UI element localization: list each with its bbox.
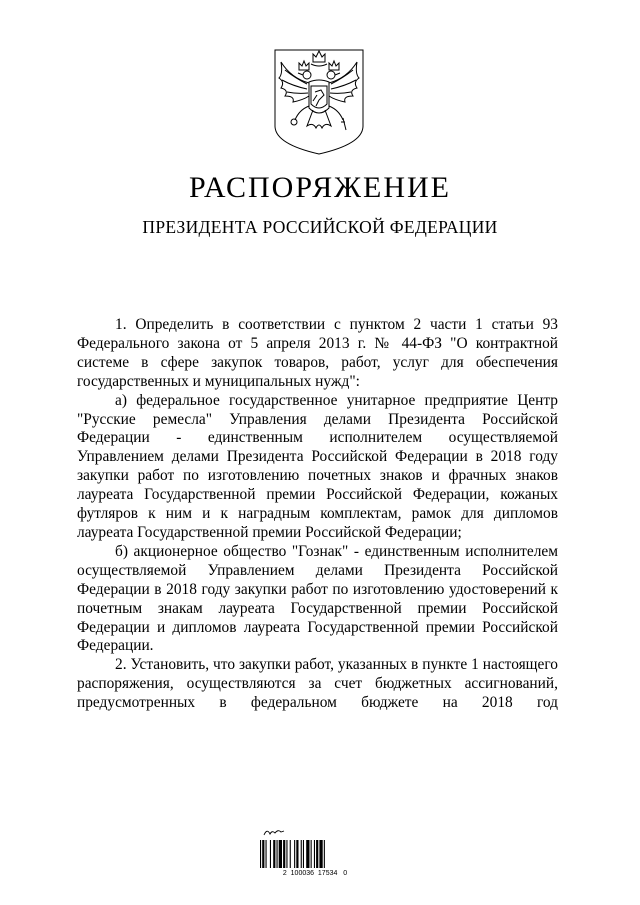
barcode-bar — [260, 840, 261, 868]
handwritten-initials-icon — [262, 826, 286, 838]
barcode-bar — [303, 840, 304, 868]
barcode-bar — [324, 840, 325, 868]
paragraph-1b: б) акционерное общество "Гознак" - единственным исполнителем осуществляемой Управлением делами Президента Российской Федерации в 2018 году закупки работ по изготовлению удостоверений к почетным знакам лауреата Государственной премии Российской Федерации и дипломов лауреата Государственной премии Российской Федерации. — [77, 542, 558, 655]
document-subtitle: ПРЕЗИДЕНТА РОССИЙСКОЙ ФЕДЕРАЦИИ — [142, 217, 498, 237]
russian-coat-of-arms-icon — [273, 48, 365, 156]
barcode-bar — [319, 840, 322, 868]
document-body — [77, 316, 558, 713]
barcode-bar — [286, 840, 287, 868]
barcode-bar — [301, 840, 302, 868]
barcode-bar — [294, 840, 295, 868]
barcode-bar — [316, 840, 318, 868]
paragraph-2: 2. Установить, что закупки работ, указанных в пункте 1 настоящего распоряжения, осуществляются за счет бюджетных ассигнований, предусмотренных в федеральном бюджете на 2018 год — [77, 656, 558, 712]
barcode-bar — [306, 840, 309, 868]
barcode-bar — [314, 840, 315, 868]
barcode-bar — [262, 840, 264, 868]
barcode-number: 2 100036 17534 0 — [282, 870, 348, 877]
barcode-bar — [273, 840, 275, 868]
barcode-bar — [296, 840, 298, 868]
barcode-bar — [279, 840, 282, 868]
barcode-bar — [270, 840, 271, 868]
document-title: РАСПОРЯЖЕНИЕ — [188, 171, 452, 204]
barcode-bar — [290, 840, 291, 868]
paragraph-1a: а) федеральное государственное унитарное предприятие Центр "Русские ремесла" Управления делами Президента Российской Федерации - единственным исполнителем осуществляемой Управлением делами Президента Российской Федерации в 2018 году закупки работ по изготовлению почетных знаков и фрачных знаков лауреата Государственной премии Российской Федерации, кожаных футляров к ним и к наградным комплектам, рамок для дипломов лауреата Государственной премии Российской Федерации; — [77, 391, 558, 541]
barcode-bar — [266, 840, 267, 868]
barcode-bar — [311, 840, 312, 868]
barcode-bar — [283, 840, 285, 868]
paragraph-1: 1. Определить в соответствии с пунктом 2 части 1 статьи 93 Федерального закона от 5 апреля 2013 г. № 44-ФЗ "О контрактной системе в сфере закупок товаров, работ, услуг для обеспечения государственных и муниципальных нужд": — [77, 316, 558, 390]
barcode-icon — [260, 840, 370, 868]
barcode-bar — [277, 840, 278, 868]
